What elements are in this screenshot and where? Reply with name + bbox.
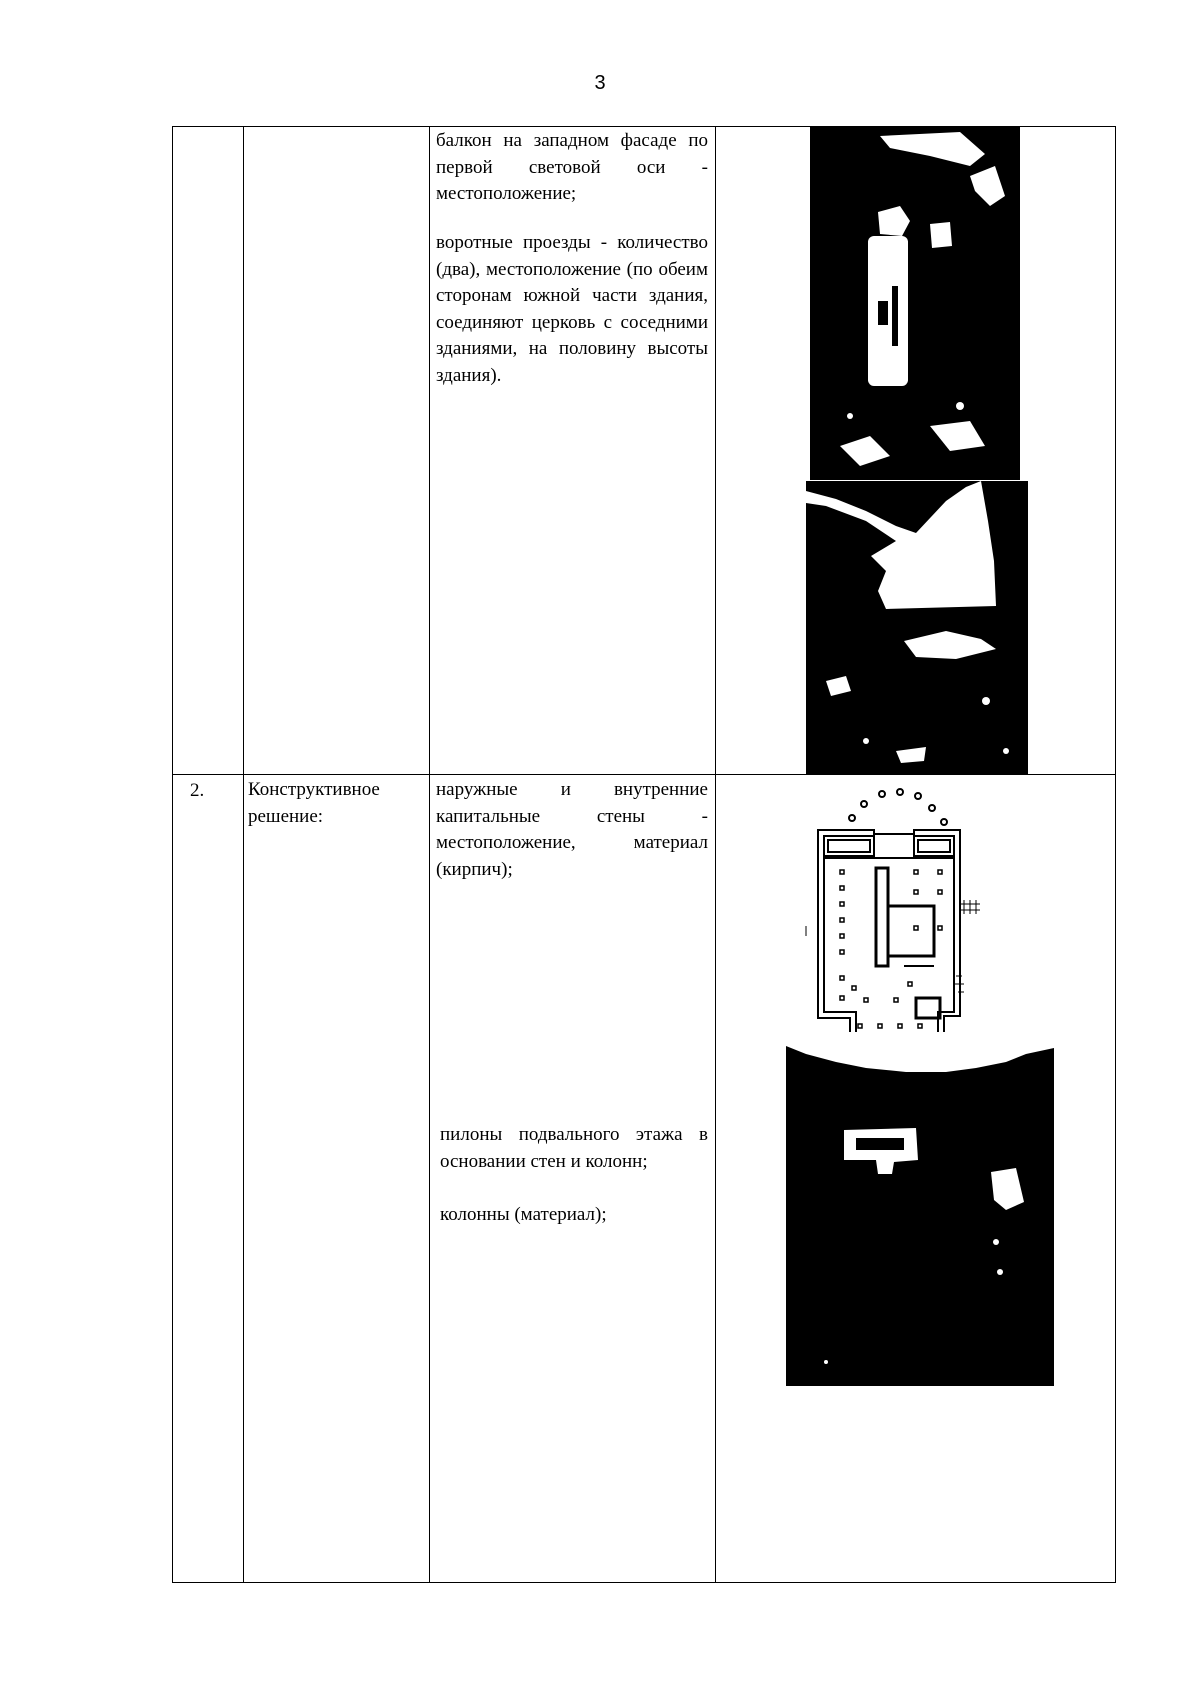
row2-text-pylons: пилоны подвального этажа в основании стен и колонн; bbox=[440, 1124, 708, 1172]
row1-text-gateways: воротные проезды - количество (два), местоположение (по обеим сторонам южной части здания, соединяют церковь с соседними зданиями, на половину высоты здания). bbox=[436, 232, 708, 386]
row1-text-balcony: балкон на западном фасаде по первой световой оси - местоположение; bbox=[436, 130, 708, 204]
column-divider bbox=[429, 126, 430, 1583]
row2-text-walls: наружные и внутренние капитальные стены - местоположение, материал (кирпич); bbox=[436, 779, 708, 880]
page-number: 3 bbox=[594, 72, 606, 94]
table-bottom-border bbox=[172, 1582, 1116, 1583]
row2-text-columns: колонны (материал); bbox=[440, 1204, 607, 1225]
column-divider bbox=[243, 126, 244, 1583]
basement-pylons-photo bbox=[786, 1032, 1054, 1386]
table-left-border bbox=[172, 126, 173, 1583]
row-divider bbox=[172, 774, 1116, 775]
row2-label: Конструктивное решение: bbox=[248, 779, 380, 827]
floor-plan-drawing bbox=[804, 786, 984, 1066]
table-right-border bbox=[1115, 126, 1116, 1583]
column-divider bbox=[715, 126, 716, 1583]
row2-number: 2. bbox=[190, 780, 205, 801]
gateway-photo bbox=[806, 481, 1028, 774]
description-table bbox=[172, 126, 1116, 1583]
facade-balcony-photo bbox=[810, 126, 1020, 480]
